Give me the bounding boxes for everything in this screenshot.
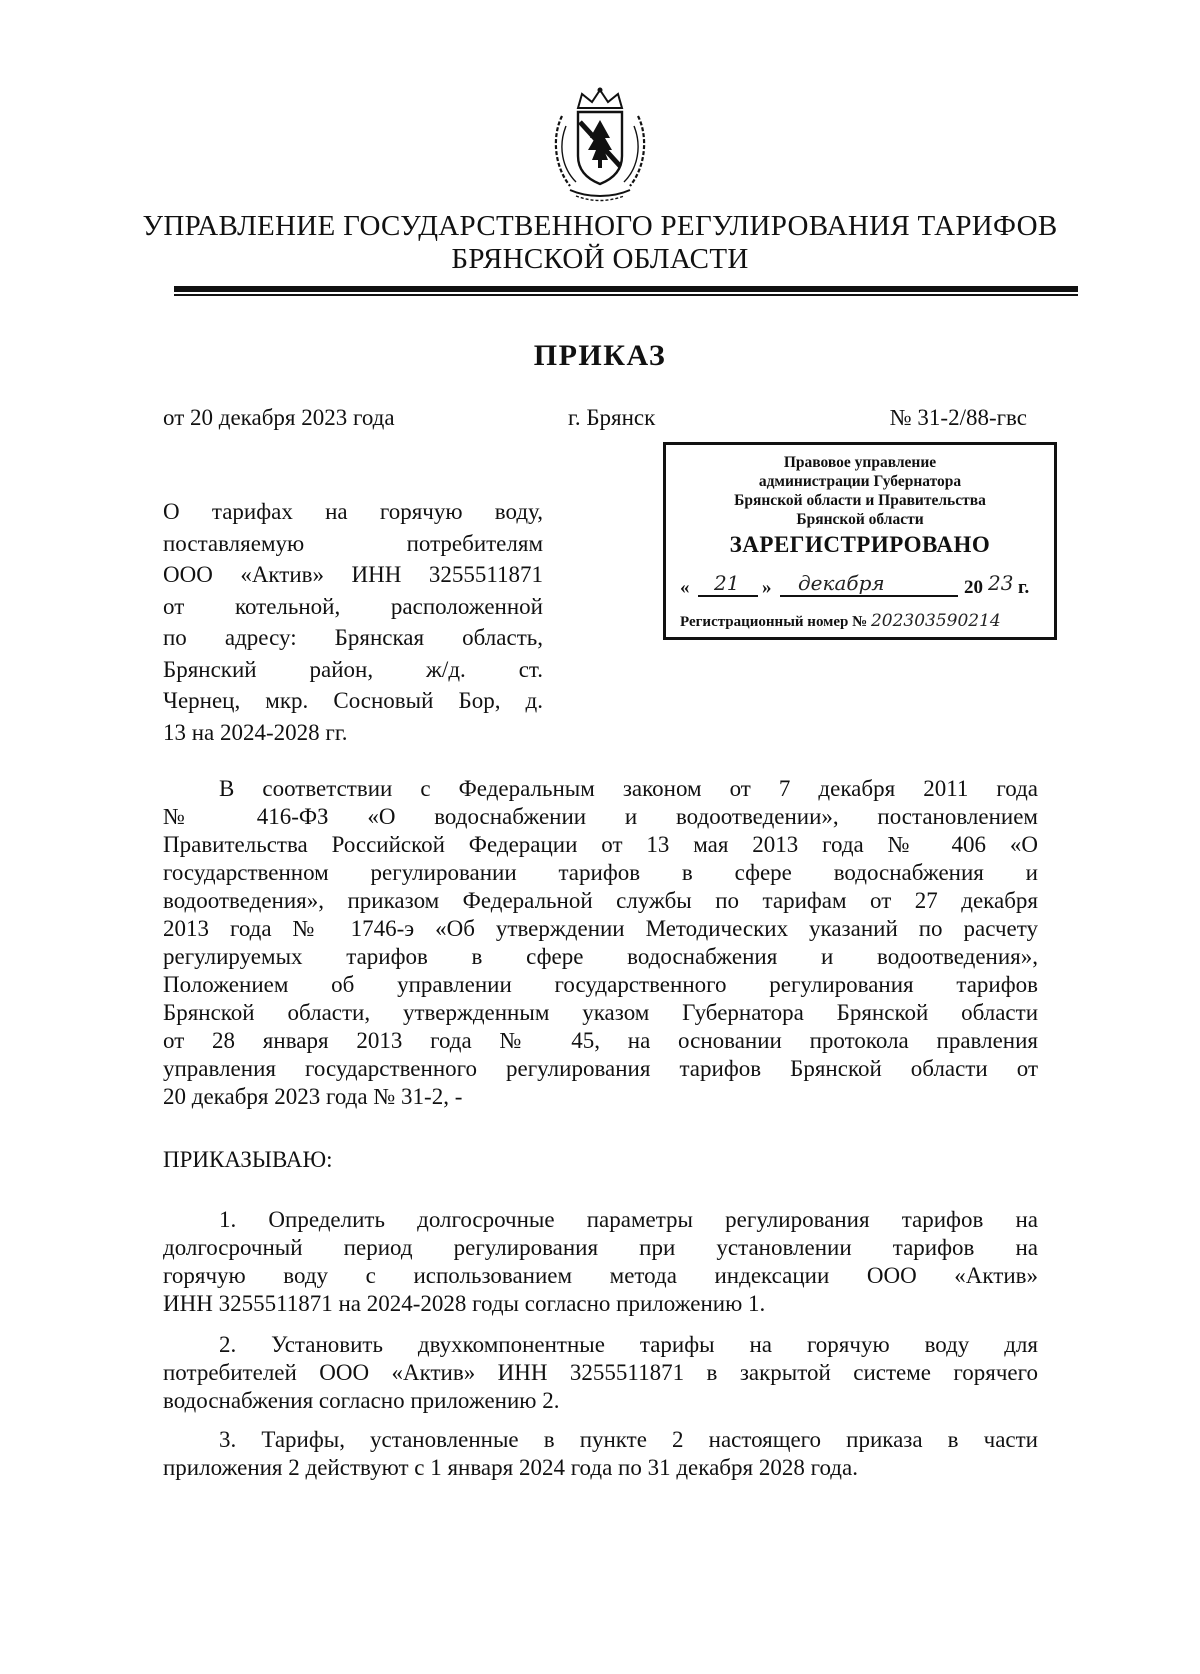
preamble-paragraph	[163, 775, 1038, 1111]
subject-line: 13 на 2024-2028 гг.	[163, 719, 348, 745]
registration-stamp	[663, 442, 1057, 640]
preamble-line: 2013 года № 1746-э «Об утверждении Методических указаний по расчету	[163, 916, 1038, 941]
stamp-quote-open: «	[680, 577, 690, 598]
stamp-line: Брянской области	[796, 511, 924, 528]
preamble-line: Брянской области, утвержденным указом Губернатора Брянской области	[163, 1000, 1038, 1025]
preamble-line: Правительства Российской Федерации от 13 мая 2013 года № 406 «О	[163, 832, 1038, 857]
preamble-line: Положением об управлении государственного регулирования тарифов	[163, 972, 1038, 997]
item-line: приложения 2 действуют с 1 января 2024 года по 31 декабря 2028 года.	[163, 1455, 858, 1480]
item-line: 3. Тарифы, установленные в пункте 2 настоящего приказа в части	[219, 1427, 1038, 1452]
subject-line: от котельной, расположенной	[163, 593, 543, 619]
coat-of-arms-icon	[548, 86, 652, 202]
stamp-regnum-value: 202303590214	[870, 611, 1001, 631]
agency-name-line2: БРЯНСКОЙ ОБЛАСТИ	[451, 243, 749, 275]
document-number: № 31-2/88-гвс	[889, 405, 1027, 430]
agency-name-line1: УПРАВЛЕНИЕ ГОСУДАРСТВЕННОГО РЕГУЛИРОВАНИЯ ТАРИФОВ	[142, 210, 1058, 242]
header-rule-thin	[174, 294, 1078, 296]
preamble-line: В соответствии с Федеральным законом от 7 декабря 2011 года	[219, 776, 1038, 801]
stamp-year-end: г.	[1018, 577, 1030, 598]
stamp-quote-close: »	[762, 577, 772, 598]
stamp-registered: ЗАРЕГИСТРИРОВАНО	[729, 532, 991, 557]
preamble-line: регулируемых тарифов в сфере водоснабжения и водоотведения»,	[163, 944, 1038, 969]
order-item-2	[163, 1331, 1038, 1415]
subject-line: поставляемую потребителям	[163, 530, 543, 556]
item-line: потребителей ООО «Актив» ИНН 3255511871 в закрытой системе горячего	[163, 1360, 1038, 1385]
stamp-date-row	[680, 571, 1046, 605]
stamp-year-suffix: 23	[988, 571, 1014, 595]
subject-line: ООО «Актив» ИНН 3255511871	[163, 562, 543, 587]
preamble-line: от 28 января 2013 года № 45, на основании протокола правления	[163, 1028, 1038, 1053]
item-line: водоснабжения согласно приложению 2.	[163, 1388, 560, 1413]
order-item-1	[163, 1206, 1038, 1318]
item-line: 2. Установить двухкомпонентные тарифы на горячую воду для	[219, 1332, 1038, 1357]
preamble-line: 20 декабря 2023 года № 31-2, -	[163, 1084, 463, 1109]
stamp-line: Брянской области и Правительства	[734, 492, 986, 509]
item-line: горячую воду с использованием метода индексации ООО «Актив»	[163, 1263, 1038, 1288]
stamp-year-prefix: 20	[964, 577, 983, 598]
order-subject	[163, 496, 543, 748]
stamp-regnum-label: Регистрационный номер №	[680, 614, 868, 630]
stamp-day: 21	[714, 571, 740, 595]
document-date: от 20 декабря 2023 года	[163, 405, 395, 430]
subject-line: О тарифах на горячую воду,	[163, 499, 543, 524]
stamp-month: декабря	[798, 571, 885, 595]
stamp-line: Правовое управление	[783, 454, 937, 471]
preamble-line: управления государственного регулирования тарифов Брянской области от	[163, 1056, 1038, 1081]
document-city: г. Брянск	[568, 405, 656, 430]
order-word: ПРИКАЗЫВАЮ:	[163, 1147, 333, 1172]
preamble-line: государственном регулировании тарифов в сфере водоснабжения и	[163, 860, 1038, 885]
header-rule	[174, 286, 1078, 292]
preamble-line: № 416-ФЗ «О водоснабжении и водоотведении», постановлением	[163, 804, 1038, 829]
subject-line: по адресу: Брянская область,	[163, 625, 543, 650]
stamp-regnum	[680, 613, 1001, 630]
order-item-3	[163, 1426, 1038, 1482]
stamp-line: администрации Губернатора	[758, 473, 962, 490]
document-title: ПРИКАЗ	[533, 339, 667, 372]
item-line: ИНН 3255511871 на 2024-2028 годы согласно приложению 1.	[163, 1291, 766, 1316]
item-line: долгосрочный период регулирования при установлении тарифов на	[163, 1235, 1038, 1260]
preamble-line: водоотведения», приказом Федеральной службы по тарифам от 27 декабря	[163, 888, 1038, 913]
subject-line: Брянский район, ж/д. ст.	[163, 656, 543, 682]
subject-line: Чернец, мкр. Сосновый Бор, д.	[163, 688, 543, 713]
item-line: 1. Определить долгосрочные параметры регулирования тарифов на	[219, 1207, 1038, 1232]
